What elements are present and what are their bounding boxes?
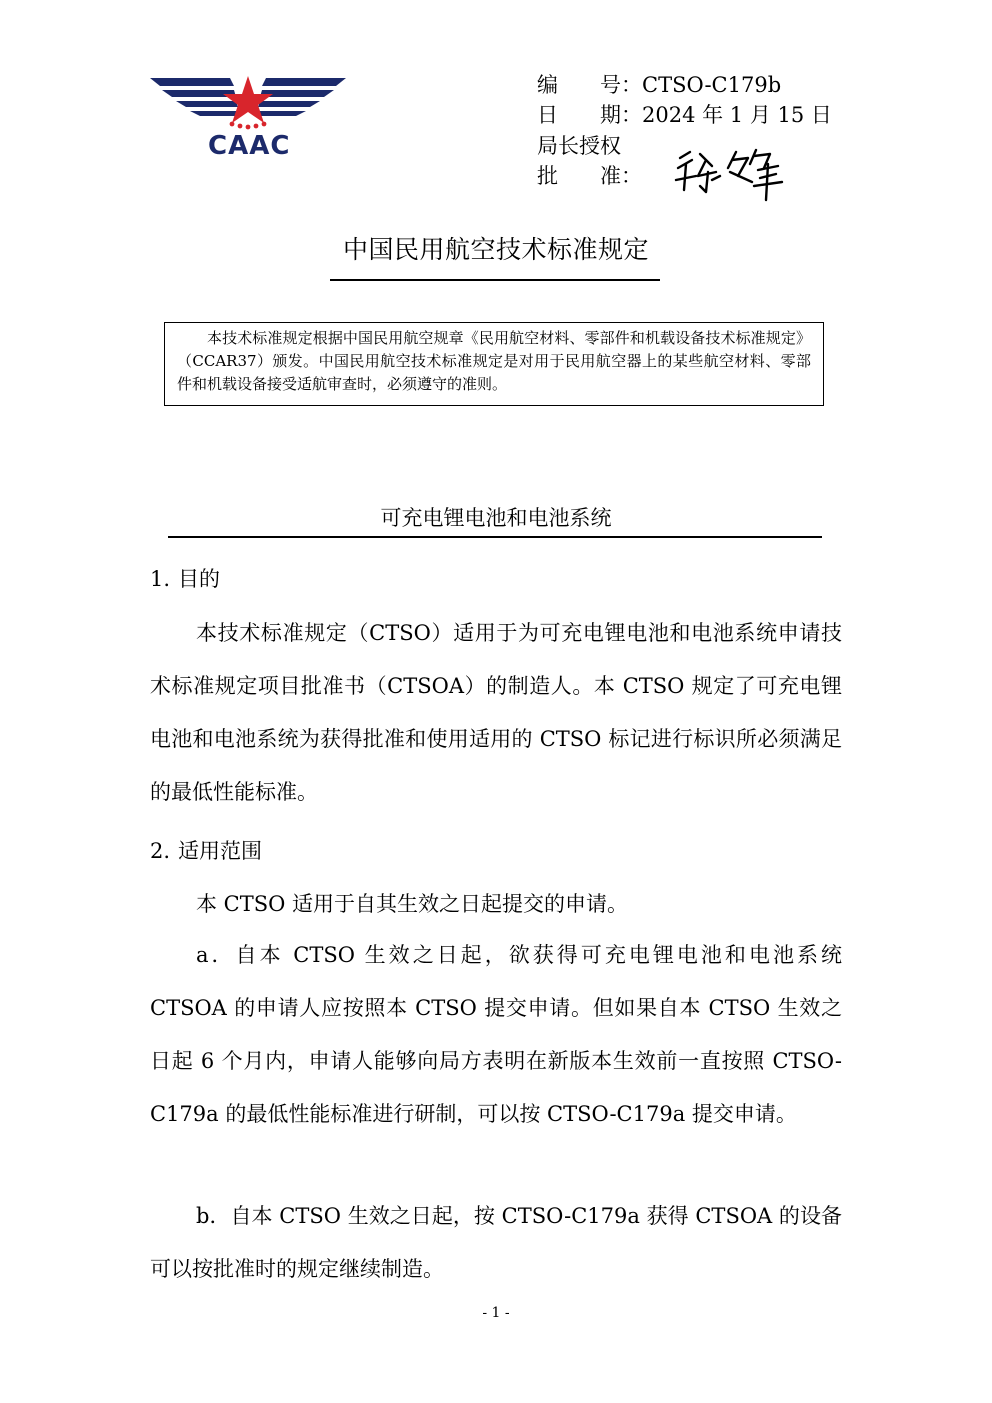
authorization-row bbox=[537, 131, 621, 161]
page-number: - 1 - bbox=[482, 1305, 510, 1321]
title-divider bbox=[330, 279, 660, 281]
doc-date-label: 日 期： bbox=[537, 103, 642, 127]
body-paragraph: a．自本 CTSO 生效之日起，欲获得可充电锂电池和电池系统 CTSOA 的申请人应按照本 CTSO 提交申请。但如果自本 CTSO 生效之日起 6 个月内，申请人能够向局方表明在新版本生效前一直按照 CTSO-C179a 的最低性能标准进行研制，可以按 CTSO-C179a 提交申请。 bbox=[150, 943, 842, 1126]
notice-box bbox=[164, 322, 824, 406]
section-number: 1. bbox=[150, 567, 171, 591]
body-paragraph: 本 CTSO 适用于自其生效之日起提交的申请。 bbox=[196, 892, 629, 916]
doc-number-row bbox=[537, 70, 781, 100]
section-title: 目的 bbox=[178, 567, 221, 591]
signature-image bbox=[672, 146, 792, 202]
doc-date-row bbox=[537, 100, 832, 130]
approval-label: 批 准： bbox=[537, 164, 642, 188]
doc-date-value: 2024 年 1 月 15 日 bbox=[642, 103, 832, 127]
main-title: 中国民用航空技术标准规定 bbox=[342, 235, 649, 264]
section-number: 2. bbox=[150, 839, 171, 863]
doc-number-value: CTSO-C179b bbox=[642, 73, 782, 97]
authorization-label: 局长授权 bbox=[537, 134, 621, 158]
body-paragraph: b．自本 CTSO 生效之日起，按 CTSO-C179a 获得 CTSOA 的设备可以按批准时的规定继续制造。 bbox=[150, 1204, 842, 1281]
approval-row bbox=[537, 161, 642, 191]
body-paragraph: 本技术标准规定（CTSO）适用于为可充电锂电池和电池系统申请技术标准规定项目批准书（CTSOA）的制造人。本 CTSO 规定了可充电锂电池和电池系统为获得批准和使用适用的 CTSO 标记进行标识所必须满足的最低性能标准。 bbox=[150, 621, 842, 804]
subject-divider bbox=[168, 536, 822, 538]
doc-number-label: 编 号： bbox=[537, 73, 642, 97]
logo-text: CAAC bbox=[208, 131, 291, 161]
section-heading bbox=[150, 563, 220, 593]
section-heading bbox=[150, 835, 262, 865]
section-title: 适用范围 bbox=[178, 839, 263, 863]
subject-title: 可充电锂电池和电池系统 bbox=[380, 506, 612, 530]
notice-text: 本技术标准规定根据中国民用航空规章《民用航空材料、零部件和机载设备技术标准规定》（CCAR37）颁发。中国民用航空技术标准规定是对用于民用航空器上的某些航空材料、零部件和机载设备接受适航审查时，必须遵守的准则。 bbox=[177, 329, 811, 393]
dots-icon bbox=[230, 122, 267, 130]
